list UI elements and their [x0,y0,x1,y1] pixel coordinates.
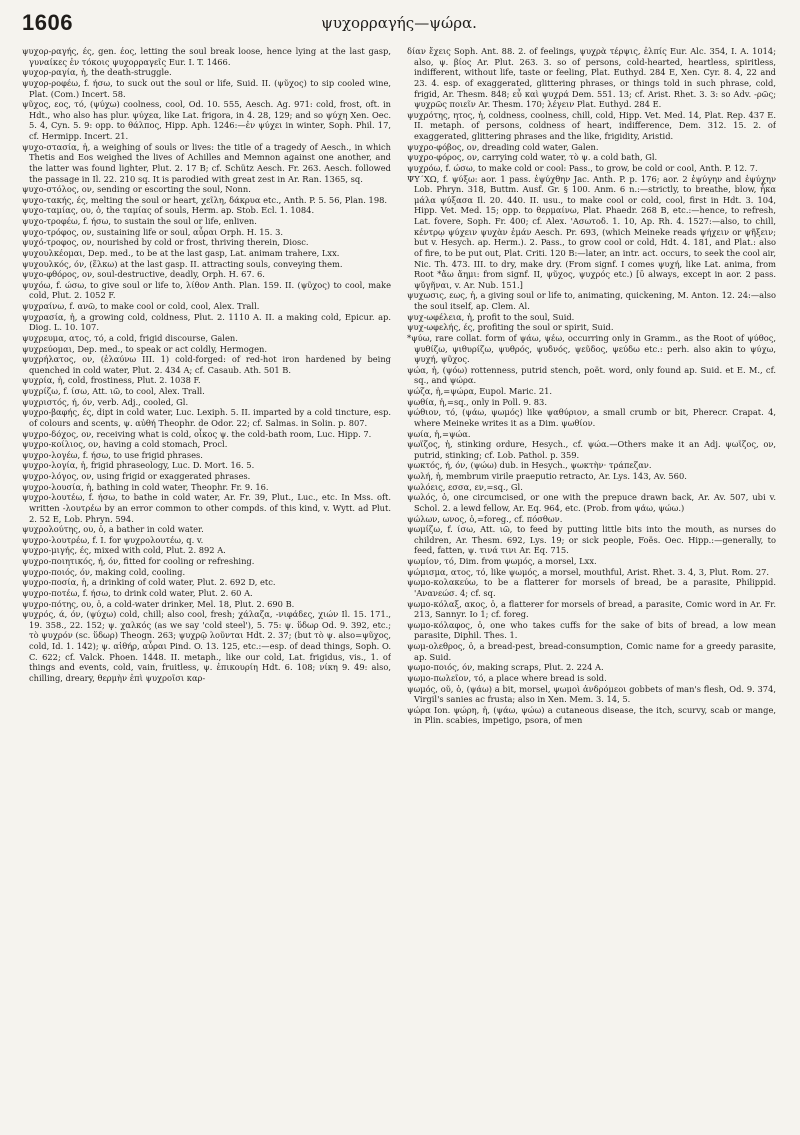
dictionary-entry: ψυχρο-βαφής, ές, dipt in cold water, Luc. Lexiph. 5. II. imparted by a cold tincture, esp. of colours and scents, ψ. αὐθή Theophr. de Odor. 22; cf. Salmas. in Solin. p. 807. [22,407,391,428]
dictionary-entry: ψυχόω, f. ώσω, to give soul or life to, λίθον Anth. Plan. 159. II. (ψῦχος) to cool, make cold, Plut. 2. 1052 F. [22,279,391,301]
dictionary-entry: ψωϊζος, ἡ, stinking ordure, Hesych., cf. ψώα.—Others make it an Adj. ψωϊζος, ον, putrid, stinking; cf. Lob. Pathol. p. 359. [407,439,776,460]
dictionary-entry: ψυχρότης, ητος, ἡ, coldness, coolness, chill, cold, Hipp. Vet. Med. 14, Plat. Rep. 437 E. II. metaph. of persons, coldness of heart, indifference, Dem. 312. 15. 2. of exaggerated, glittering phrases and the like, frigidity, Aristid. [407,109,776,141]
dictionary-entry: ψωμο-πωλεῖον, τό, a place where bread is sold. [407,672,607,683]
dictionary-entry: δίαν ἔχεις Soph. Ant. 88. 2. of feelings, ψυχρὰ τέρψις, ἐλπίς Eur. Alc. 354, I. A. 1014; also, ψ. βίος Ar. Plut. 263. 3. so of persons, cold-hearted, heartless, spiritless, indifferent, without life, taste or feeling, Plat. Euthyd. 284 E, Xen. Cyr. 8. 4, 22 and 23. 4. esp. of exaggerated, glittering phrases, or things told in such phrase, cold, frigid, Ar. Thesm. 848; εὖ καὶ ψυχρά Dem. 551. 13; cf. Arist. Rhet. 3. 3: so Adv. -ρῶς; ψυχρῶς ποιεῖν Ar. Thesm. 170; λέγειν Plat. Euthyd. 284 E. [407,46,776,110]
dictionary-entry: ψυχρήλατος, ον, (ἐλαύνω III. 1) cold-forged: of red-hot iron hardened by being quenched in cold water, Plut. 2. 434 A; cf. Casaub. Ath. 501 B. [22,354,391,375]
dictionary-entry: ψωμο-ποιός, όν, making scraps, Plut. 2. 224 A. [407,662,604,673]
dictionary-entry: ψυχουλκέομαι, Dep. med., to be at the last gasp, Lat. animam trahere, Lxx. [22,247,340,258]
dictionary-entry: ψυχο-ταμίας, ου, ὁ, the ταμίας of souls, Herm. ap. Stob. Ecl. 1. 1084. [22,205,315,216]
page-header [22,8,776,38]
dictionary-entry: ψωθία, ἡ,=sq., only in Poll. 9. 83. [407,396,547,407]
dictionary-entry: ψώθιον, τό, (ψάω, ψωμός) like ψαθύριον, a small crumb or bit, Pherecr. Crapat. 4, where Meineke writes it as a Dim. ψωθίον. [407,407,776,428]
dictionary-entry: ψωμίον, τό, Dim. from ψωμός, a morsel, Lxx. [407,556,597,566]
dictionary-entry: ψυχο-τροφέω, f. ήσω, to sustain the soul or life, enliven. [22,216,257,226]
dictionary-entry: ψωμός, οῦ, ὁ, (ψάω) a bit, morsel, ψωμοὶ ἀνδρόμεοι gobbets of man's flesh, Od. 9. 374, Virgil's sanies ac frusta; also in Xen. Mem. 3. 14, 5. [407,683,776,705]
dictionary-entry: ψυχρο-λουτρέω, f. I. for ψυχρολουτέω, q. v. [22,534,204,545]
text-columns [22,46,776,1127]
dictionary-entry: ψωμο-κολακεύω, to be a flatterer for morsels of bread, be a parasite, Philippid. 'Ανανεώσ. 4; cf. sq. [407,577,776,598]
running-head: ψυχορραγής—ψώρα. [321,14,477,32]
dictionary-entry: ψυχ-ωφέλεια, ἡ, profit to the soul, Suid. [407,311,575,322]
dictionary-entry: ΨΥ΄ΧΩ, f. ψύξω: aor. 1 pass. ἐψύχθην Jac. Anth. P. p. 176; aor. 2 ἐψύγην and ἐψύχην Lob. Phryn. 318, Buttm. Ausf. Gr. § 100. Anm. 6 n.:—strictly, to breathe, blow, ἦκα μάλα ψύξασα Il. 20. 440. II. usu., to make cool or cold, cool, first in Hdt. 3. 104, Hipp. Vet. Med. 15; opp. to θερμαίνω, Plat. Phaedr. 268 B, etc.:—hence, to refresh, Lat. fovere, Soph. Fr. 400; cf. Alex. 'Ασωτοδ. 1. 10, Ap. Rh. 4. 1527:—also, to chill, κέντρῳ ψύχειν ψυχὰν ἐμάν Aesch. Pr. 693, (which Meineke reads ψήχειν or ψῆξειν; but v. Hesych. ap. Herm.). 2. Pass., to grow cool or cold, Hdt. 4. 181, and Plat.: also of fire, to be put out, Plat. Criti. 120 B:—later, an intr. act. occurs, to seek the cool air, Nic. Th. 473. III. to dry, make dry. (From signf. I comes ψυχή, like Lat. anima, from Root *ἄω ἄημι: from signf. II, ψῦχος, ψυχρός etc.) [ῡ always, except in aor. 2 pass. ψῠγῆναι, v. Ar. Nub. 151.] [407,173,776,290]
dictionary-entry: ψυχρο-μιγής, ές, mixed with cold, Plut. 2. 892 A. [22,545,226,556]
dictionary-entry: ψυχωσις, εως, ἡ, a giving soul or life to, animating, quickening, M. Anton. 12. 24:—also the soul itself, ap. Clem. Al. [407,290,776,311]
dictionary-entry: ψωλόεις, εσσα, εν,=sq., Gl. [407,481,523,492]
dictionary-entry: ψυχριστός, ή, όν, verb. Adj., cooled, Gl. [22,396,189,407]
dictionary-entry: ψώρα Ion. ψώρη, ἡ, (ψάω, ψώω) a cutaneous disease, the itch, scurvy, scab or mange, in Plin. scabies, impetigo, psora, of men [407,704,776,726]
dictionary-entry: ψυχρο-λογέω, f. ήσω, to use frigid phrases. [22,449,203,460]
dictionary-entry: ψώζα, ἡ,=ψώρα, Eupol. Maric. 21. [407,386,553,396]
dictionary-entry: ψῦχος, εος, τό, (ψύχω) coolness, cool, Od. 10. 555, Aesch. Ag. 971: cold, frost, oft. in Hdt., who also has plur. ψύχεα, like Lat. frigora, in 4. 28, 129; and so ψύχη Xen. Oec. 5. 4, Cyn. 5. 9: opp. to θάλπος, Hipp. Aph. 1246:—ἐν ψύχει in winter, Soph. Phil. 17, cf. Hermipp. Incert. 21. [22,99,391,141]
dictionary-entry: ψυχρόω, f. ώσω, to make cold or cool: Pass., to grow, be cold or cool, Anth. P. 12. 7. [407,162,758,173]
right-column [407,46,776,1127]
dictionary-entry: ψυχο-τακής, ές, melting the soul or heart, χεῖλη, δάκρυα etc., Anth. P. 5. 56, Plan. 198. [22,194,388,205]
dictionary-entry: *ψύω, rare collat. form of ψάω, ψέω, occurring only in Gramm., as the Root of ψύθος, ψυθίζω, ψιθυρίζω, ψυθρός, ψυδνός, ψεῦδος, ψεύδω etc.: perh. also akin to ψύχω, ψυχή, ψῦχος. [407,332,776,365]
dictionary-entry: ψυχρολούτης, ου, ὁ, a bather in cold water. [22,524,204,535]
dictionary-entry: ψώμισμα, ατος, τό, like ψωμός, a morsel, mouthful, Arist. Rhet. 3. 4, 3, Plut. Rom. 27. [407,566,770,577]
dictionary-entry: ψυχρός, ά, όν, (ψύχω) cold, chill; also cool, fresh; χάλαζα, -νιφάδες, χιών Il. 15. 171., 19. 358., 22. 152; ψ. χαλκός (as we say 'cold steel'), 5. 75: ψ. ὕδωρ Od. 9. 392, etc.; τὸ ψυχρόν (sc. ὕδωρ) Theogn. 263; ψυχρῷ λοῦνται Hdt. 2. 37; (but τὸ ψ. also=ψῦχος, cold, Id. 1. 142); ψ. αἰθήρ, αὖραι Pind. O. 13. 125, etc.:—esp. of dead things, Soph. O. C. 622; cf. Valck. Phoen. 1448. II. metaph., like our cold, Lat. frigidus, vis., 1. of things and events, cold, vain, fruitless, ψ. ἐπικουρίη Hdt. 6. 108; νίκη 9. 49: also, chilling, dreary, θερμὴν ἐπὶ ψυχροῖσι καρ- [22,609,391,683]
dictionary-entry: ψώα, ἡ, (ψόω) rottenness, putrid stench, poët. word, only found ap. Suid. et E. M., cf. sq., and ψώρα. [407,364,776,386]
dictionary-entry: ψυχρο-ποτέω, f. ήσω, to drink cold water, Plut. 2. 60 A. [22,587,253,598]
dictionary-entry: ψυχρο-κοίλιος, ον, having a cold stomach, Procl. [22,439,228,450]
dictionary-entry: ψυχρεύομαι, Dep. med., to speak or act coldly, Hermogen. [22,343,267,354]
dictionary-entry: ψυχ-ωφελής, ές, profiting the soul or spirit, Suid. [407,322,614,333]
dictionary-entry: ψυχρασία, ἡ, a growing cold, coldness, Plut. 2. 1110 A. II. a making cold, Epicur. ap. Diog. L. 10. 107. [22,311,391,333]
dictionary-entry: ψωία, ἡ,=ψώα. [407,428,471,439]
dictionary-entry: ψυχρο-ποσία, ἡ, a drinking of cold water, Plut. 2. 692 D, etc. [22,577,276,588]
dictionary-entry: ψωμ-ολεθρος, ὁ, a bread-pest, bread-consumption, Comic name for a greedy parasite, ap. Suid. [407,641,776,662]
dictionary-entry: ψυχρία, ἡ, cold, frostiness, Plut. 2. 1038 F. [22,375,201,386]
dictionary-entry: ψωλός, ὁ, one circumcised, or one with the prepuce drawn back, Ar. Av. 507, ubi v. Schol. 2. a lewd fellow, Ar. Eq. 964, etc. (Prob. from ψάω, ψώω.) [407,492,776,513]
dictionary-entry: ψυχρο-πότης, ου, ὁ, a cold-water drinker, Mel. 18, Plut. 2. 690 B. [22,598,295,609]
dictionary-entry: ψυχορ-ραγία, ἡ, the death-struggle. [22,67,172,78]
dictionary-entry: ψυχρο-ποιητικός, ή, όν, fitted for cooling or refreshing. [22,556,255,566]
dictionary-entry: ψυχρο-ποιός, όν, making cold, cooling. [22,566,186,577]
dictionary-entry: ψυχρευμα, ατος, τό, a cold, frigid discourse, Galen. [22,332,238,343]
dictionary-entry: ψυχό-τροφος, ον, nourished by cold or frost, thriving therein, Diosc. [22,237,309,248]
dictionary-entry: ψωμο-κόλαξ, ακος, ὁ, a flatterer for morsels of bread, a parasite, Comic word in Ar. Fr. 213, Sannyr. Io 1; cf. foreg. [407,598,776,620]
left-column [22,46,391,1127]
dictionary-entry: ψυχρίζω, f. ίσω, Att. ιῶ, to cool, Alex. Trall. [22,386,205,396]
dictionary-entry: ψυχρο-δόχος, ον, receiving what is cold, οἶκος ψ. the cold-bath room, Luc. Hipp. 7. [22,428,372,439]
page-number: 1606 [22,10,73,35]
dictionary-entry: ψυχορ-ραγής, ές, gen. έος, letting the soul break loose, hence lying at the last gasp, γυναίκες ἐν τόκοις ψυχορραγεῖς Eur. I. T. 1466. [22,46,391,67]
dictionary-entry: ψυχρο-λογία, ἡ, frigid phraseology, Luc. D. Mort. 16. 5. [22,460,255,471]
dictionary-entry: ψυχραίνω, f. ανῶ, to make cool or cold, cool, Alex. Trall. [22,301,260,311]
dictionary-entry: ψυχο-τρόφος, ον, sustaining life or soul, αὖραι Orph. H. 15. 3. [22,226,283,237]
dictionary-entry: ψωλή, ἡ, membrum virile praeputio retracto, Ar. Lys. 143, Av. 560. [407,471,687,481]
dictionary-entry: ψυχορ-ροφέω, f. ήσω, to suck out the soul or life, Suid. II. (ψῦχος) to sip cooled wine, Plat. (Com.) Incert. 58. [22,77,391,99]
dictionary-entry: ψωκτός, ή, όν, (ψώω) dub. in Hesych., ψωκτὴν· τράπεζαν. [407,460,652,471]
dictionary-entry: ψυχρο-φόβος, ον, dreading cold water, Galen. [407,141,599,152]
dictionary-entry: ψυχο-φθόρος, ον, soul-destructive, deadly, Orph. H. 67. 6. [22,269,265,280]
dictionary-entry: ψυχουλκός, όν, (ἕλκω) at the last gasp. II. attracting souls, conveying them. [22,258,343,269]
dictionary-entry: ψυχο-στασία, ἡ, a weighing of souls or lives: the title of a tragedy of Aesch., in which Thetis and Eos weighed the lives of Achilles and Memnon against one another, and the latter was found lighter, Plut. 2. 17 B; cf. Schütz Aesch. Fr. 263. Aesch. followed the passage in Il. 22. 210 sq. It is parodied with great zest in Ar. Ran. 1365, sq. [22,141,391,184]
dictionary-entry: ψωμο-κόλαφος, ὁ, one who takes cuffs for the sake of bits of bread, a low mean parasite, Diphil. Thes. 1. [407,619,776,641]
dictionary-entry: ψυχο-στόλος, ον, sending or escorting the soul, Nonn. [22,184,251,195]
dictionary-entry: ψώλων, ωνος, ὁ,=foreg., cf. πόσθων. [407,513,563,524]
dictionary-entry: ψυχρο-λουσία, ἡ, bathing in cold water, Theophr. Fr. 9. 16. [22,481,269,492]
dictionary-entry: ψυχρο-λουτέω, f. ήσω, to bathe in cold water, Ar. Fr. 39, Plut., Luc., etc. In Mss. oft. written -λουτρέω by an error common to other compds. of this kind, v. Wytt. ad Plut. 2. 52 E, Lob. Phryn. 594. [22,492,391,524]
dictionary-entry: ψυχρο-φόρος, ον, carrying cold water, τὸ ψ. a cold bath, Gl. [407,152,658,163]
dictionary-entry: ψωμίζω, f. ίσω, Att. ιῶ, to feed by putting little bits into the mouth, as nurses do children, Ar. Thesm. 692, Lys. 19; or sick people, Foës. Oec. Hipp.:—generally, to feed, fatten, ψ. τινά τινι Ar. Eq. 715. [407,524,776,556]
dictionary-entry: ψυχρο-λόγος, ον, using frigid or exaggerated phrases. [22,471,251,481]
